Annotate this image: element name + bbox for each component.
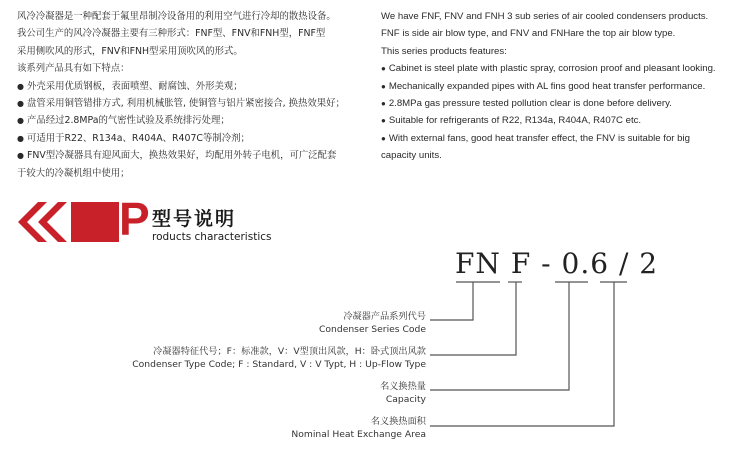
en-feature-item: ● Cabinet is steel plate with plastic spray, corrosion proof and pleasant looking. [381, 60, 741, 77]
en-feature-item: ● Mechanically expanded pipes with AL fins good heat transfer performance. [381, 78, 741, 95]
cn-feature-item: ● 产品经过2.8MPa的气密性试验及系统排污处理； [17, 112, 367, 129]
cn-feature-item: ● FNV型冷凝器具有迎风面大，换热效果好，均配用外转子电机，可广泛配套 [17, 147, 367, 164]
en-line: capacity units. [381, 150, 442, 162]
section-title-english: roducts characteristics [152, 231, 272, 243]
series-code-label-cn: 冷凝器产品系列代号 [343, 311, 426, 322]
type-code-label-en: Condenser Type Code; F : Standard, V : V Typt, H : Up-Flow Type [132, 358, 426, 370]
cn-line: 采用侧吹风的形式，FNV和FNH型采用顶吹风的形式。 [17, 45, 243, 57]
cn-feature-item: ● 可适用于R22、R134a、R404A、R407C等制冷剂； [17, 130, 367, 147]
type-code-label [132, 346, 426, 371]
cn-feature-item: ● 盘管采用铜管错排方式, 利用机械胀管, 使铜管与铝片紧密接合, 换热效果好； [17, 95, 367, 112]
series-code-label-en: Condenser Series Code [319, 323, 426, 335]
section-title-chinese: 型号说明 [152, 208, 237, 230]
en-feature-item: ● 2.8MPa gas pressure tested pollution clear is done before delivery. [381, 95, 741, 112]
capacity-label [380, 381, 426, 406]
en-feature-item: ● With external fans, good heat transfer effect, the FNV is suitable for big [381, 130, 741, 147]
series-code-label [319, 311, 426, 336]
en-line: FNF is side air blow type, and FNV and FNHare the top air blow type. [381, 28, 676, 40]
en-feature-item: ● Suitable for refrigerants of R22, R134a, R404A, R407C etc. [381, 112, 741, 129]
area-label-en: Nominal Heat Exchange Area [291, 428, 426, 440]
en-line: We have FNF, FNV and FNH 3 sub series of air cooled condensers products. [381, 11, 709, 22]
capacity-label-en: Capacity [385, 393, 426, 405]
section-letter: P [119, 193, 150, 245]
cn-line: 我公司生产的风冷冷凝器主要有三种形式：FNF型、FNV和FNH型，FNF型 [17, 28, 326, 40]
type-code-label-cn: 冷凝器特征代号；F：标准款，V：V型顶出风款，H：卧式顶出风款 [153, 346, 426, 357]
model-code: FN F - 0.6 / 2 [455, 247, 659, 280]
en-line: This series products features: [381, 45, 507, 57]
cn-line: 于较大的冷凝机组中使用； [17, 167, 130, 179]
area-label-cn: 名义换热面积 [370, 416, 426, 427]
cn-feature-item: ● 外壳采用优质钢板，表面喷塑、耐腐蚀、外形美观； [17, 78, 367, 95]
cn-line: 该系列产品具有如下特点： [17, 63, 130, 75]
capacity-label-cn: 名义换热量 [380, 381, 426, 392]
cn-line: 风冷冷凝器是一种配套于氟里昂制冷设备用的利用空气进行冷却的散热设备。 [17, 11, 336, 22]
area-label [291, 416, 426, 441]
